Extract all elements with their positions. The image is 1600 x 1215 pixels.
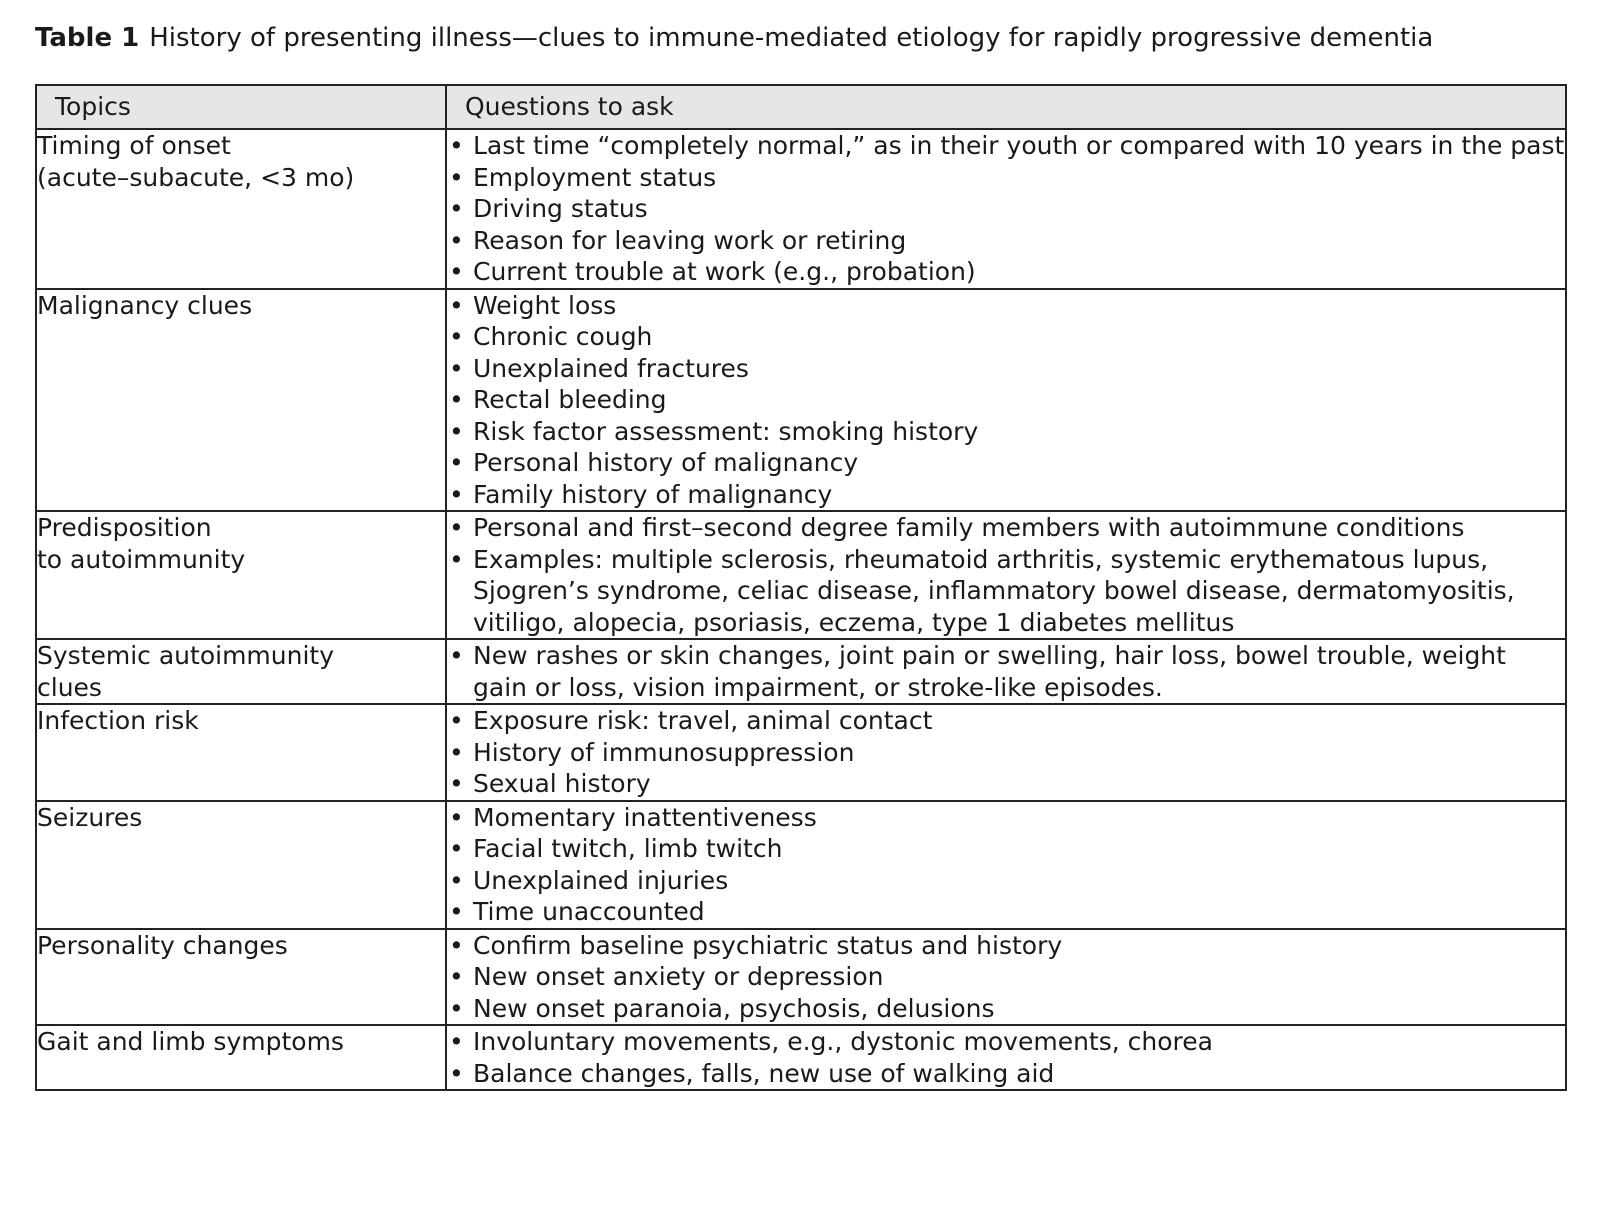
questions-cell [446,704,1566,801]
question-item: • Personal and first–second degree family members with autoimmune conditions [447,512,1565,544]
question-item: • Personal history of malignancy [447,447,1565,479]
question-item: • Current trouble at work (e.g., probation) [447,256,1565,288]
topic-text: Personality changes [37,930,288,960]
question-item: • History of immunosuppression [447,737,1565,769]
topic-cell [36,511,446,639]
question-item: • Driving status [447,193,1565,225]
table-caption [35,20,1433,56]
topic-text: Systemic autoimmunity clues [37,641,335,702]
questions-cell [446,801,1566,929]
table-row [36,1025,1566,1090]
question-item: • Balance changes, falls, new use of walking aid [447,1058,1565,1090]
topic-cell [36,129,446,289]
table-row [36,511,1566,639]
questions-cell [446,289,1566,512]
question-item: • Facial twitch, limb twitch [447,833,1565,865]
question-item: • New rashes or skin changes, joint pain or swelling, hair loss, bowel trouble, weight gain or loss, vision impairment, or stroke-like episodes. [447,640,1565,703]
question-item: • Employment status [447,162,1565,194]
question-item: • Unexplained injuries [447,865,1565,897]
question-item: • Weight loss [447,290,1565,322]
header-topics: Topics [36,85,446,129]
topic-cell [36,801,446,929]
questions-list [447,930,1565,1025]
question-item: • Risk factor assessment: smoking history [447,416,1565,448]
table-header-row [36,85,1566,129]
table-row [36,801,1566,929]
topic-text: Gait and limb symptoms [37,1027,344,1056]
question-item: • Sexual history [447,768,1565,800]
questions-cell [446,1025,1566,1090]
topic-cell [36,639,446,704]
questions-list [447,1026,1565,1089]
question-item: • Rectal bleeding [447,384,1565,416]
question-item: • Time unaccounted [447,896,1565,928]
table-row [36,289,1566,512]
question-item: • New onset paranoia, psychosis, delusions [447,993,1565,1025]
question-item: • Chronic cough [447,321,1565,353]
questions-cell [446,639,1566,704]
topic-cell [36,929,446,1026]
question-item: • New onset anxiety or depression [447,961,1565,993]
history-table [35,84,1567,1091]
topic-cell [36,1025,446,1090]
question-item: • Reason for leaving work or retiring [447,225,1565,257]
table-row [36,129,1566,289]
topic-text: Infection risk [37,706,199,735]
questions-list [447,512,1565,638]
table-row [36,639,1566,704]
table-caption-label: Table 1 [35,23,140,53]
question-item: • Exposure risk: travel, animal contact [447,705,1565,737]
topic-text: Timing of onset (acute–subacute, <3 mo) [37,131,355,192]
table-caption-text: History of presenting illness—clues to immune-mediated etiology for rapidly progressive dementia [149,23,1434,53]
question-item: • Confirm baseline psychiatric status and history [447,930,1565,962]
topic-cell [36,289,446,512]
questions-list [447,640,1565,703]
question-item: • Examples: multiple sclerosis, rheumatoid arthritis, systemic erythematous lupus, Sjogren’s syndrome, celiac disease, inflammatory bowel disease, dermatomyositis, vitiligo, alopecia, psoriasis, eczema, type 1 diabetes mellitus [447,544,1565,639]
table-row [36,704,1566,801]
questions-cell [446,929,1566,1026]
topic-text: Malignancy clues [37,290,253,320]
questions-list [447,802,1565,928]
header-questions: Questions to ask [446,85,1566,129]
questions-cell [446,511,1566,639]
topic-text: Seizures [37,802,143,832]
question-item: • Momentary inattentiveness [447,802,1565,834]
questions-list [447,290,1565,511]
topic-cell [36,704,446,801]
question-item: • Involuntary movements, e.g., dystonic movements, chorea [447,1026,1565,1058]
question-item: • Last time “completely normal,” as in their youth or compared with 10 years in the past [447,130,1565,162]
question-item: • Family history of malignancy [447,479,1565,511]
questions-cell [446,129,1566,289]
topic-text: Predisposition to autoimmunity [37,513,246,574]
questions-list [447,705,1565,800]
question-item: • Unexplained fractures [447,353,1565,385]
table-row [36,929,1566,1026]
questions-list [447,130,1565,288]
